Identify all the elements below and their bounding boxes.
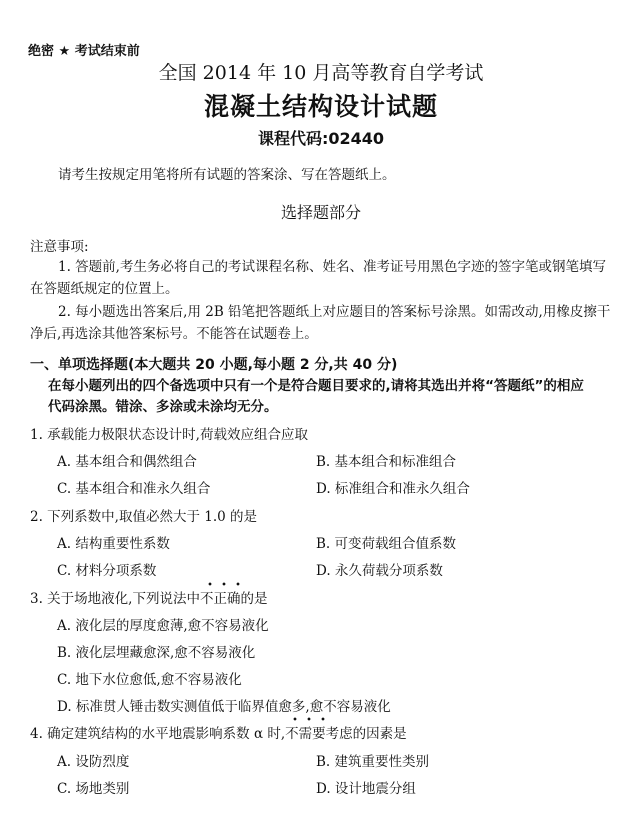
course-code: 课程代码:02440	[257, 129, 385, 148]
exam-session-title: 全国 2014 年 10 月高等教育自学考试	[158, 62, 484, 84]
emphasis-dots	[200, 582, 241, 586]
question-1-option-c: C. 基本组合和准永久组合	[57, 481, 211, 497]
question-1-stem: 1. 承载能力极限状态设计时,荷载效应组合应取	[30, 427, 308, 443]
answer-instruction: 请考生按规定用笔将所有试题的答案涂、写在答题纸上。	[58, 167, 396, 183]
question-4-emphasis-text: 不需要	[285, 726, 326, 742]
note-item-1: 1. 答题前,考生务必将自己的考试课程名称、姓名、准考证号用黑色字迹的签字笔或钢笔填写在答题纸规定的位置上。	[30, 259, 606, 297]
emphasis-dots	[285, 717, 326, 721]
question-4-stem	[30, 722, 407, 742]
question-4-option-c: C. 场地类别	[57, 781, 130, 797]
question-1-option-d: D. 标准组合和准永久组合	[316, 481, 470, 497]
question-2-option-b: B. 可变荷载组合值系数	[316, 536, 457, 552]
question-4-option-d: D. 设计地震分组	[316, 781, 416, 797]
question-2-option-c: C. 材料分项系数	[57, 563, 157, 579]
question-3-stem-pre: 3. 关于场地液化,下列说法中	[30, 591, 200, 607]
question-4-stem-pre: 4. 确定建筑结构的水平地震影响系数 α 时,	[30, 726, 286, 742]
question-2-stem: 2. 下列系数中,取值必然大于 1.0 的是	[30, 509, 258, 525]
question-4-option-b: B. 建筑重要性类别	[316, 754, 430, 770]
question-4-option-a: A. 设防烈度	[57, 754, 130, 770]
paper-title: 混凝土结构设计试题	[203, 92, 438, 121]
confidential-label: 绝密 ★ 考试结束前	[28, 44, 140, 59]
note-item-2: 2. 每小题选出答案后,用 2B 铅笔把答题纸上对应题目的答案标号涂黑。如需改动,用橡皮擦干净后,再选涂其他答案标号。不能答在试题卷上。	[30, 304, 611, 342]
question-2-option-a: A. 结构重要性系数	[57, 536, 170, 552]
question-1-option-a: A. 基本组合和偶然组合	[57, 454, 197, 470]
part-title: 选择题部分	[280, 203, 361, 222]
question-3-option-a: A. 液化层的厚度愈薄,愈不容易液化	[57, 618, 269, 634]
question-3-stem	[30, 587, 267, 607]
section-heading: 一、单项选择题(本大题共 20 小题,每小题 2 分,共 40 分)	[30, 357, 398, 373]
question-3-option-d: D. 标准贯人锤击数实测值低于临界值愈多,愈不容易液化	[57, 699, 391, 715]
section-description: 在每小题列出的四个备选项中只有一个是符合题目要求的,请将其选出并将“答题纸”的相应代码涂黑。错涂、多涂或未涂均无分。	[48, 378, 584, 415]
question-1-option-b: B. 基本组合和标准组合	[316, 454, 457, 470]
question-4-stem-post: 考虑的因素是	[325, 726, 407, 742]
question-3-option-c: C. 地下水位愈低,愈不容易液化	[57, 672, 242, 688]
question-3-emphasis	[200, 587, 241, 607]
question-4-emphasis	[285, 722, 326, 742]
notes-heading: 注意事项:	[30, 239, 89, 255]
question-3-emphasis-text: 不正确	[199, 591, 241, 607]
question-3-option-b: B. 液化层埋藏愈深,愈不容易液化	[57, 645, 256, 661]
question-2-option-d: D. 永久荷载分项系数	[316, 563, 443, 579]
question-3-stem-post: 的是	[240, 591, 268, 607]
